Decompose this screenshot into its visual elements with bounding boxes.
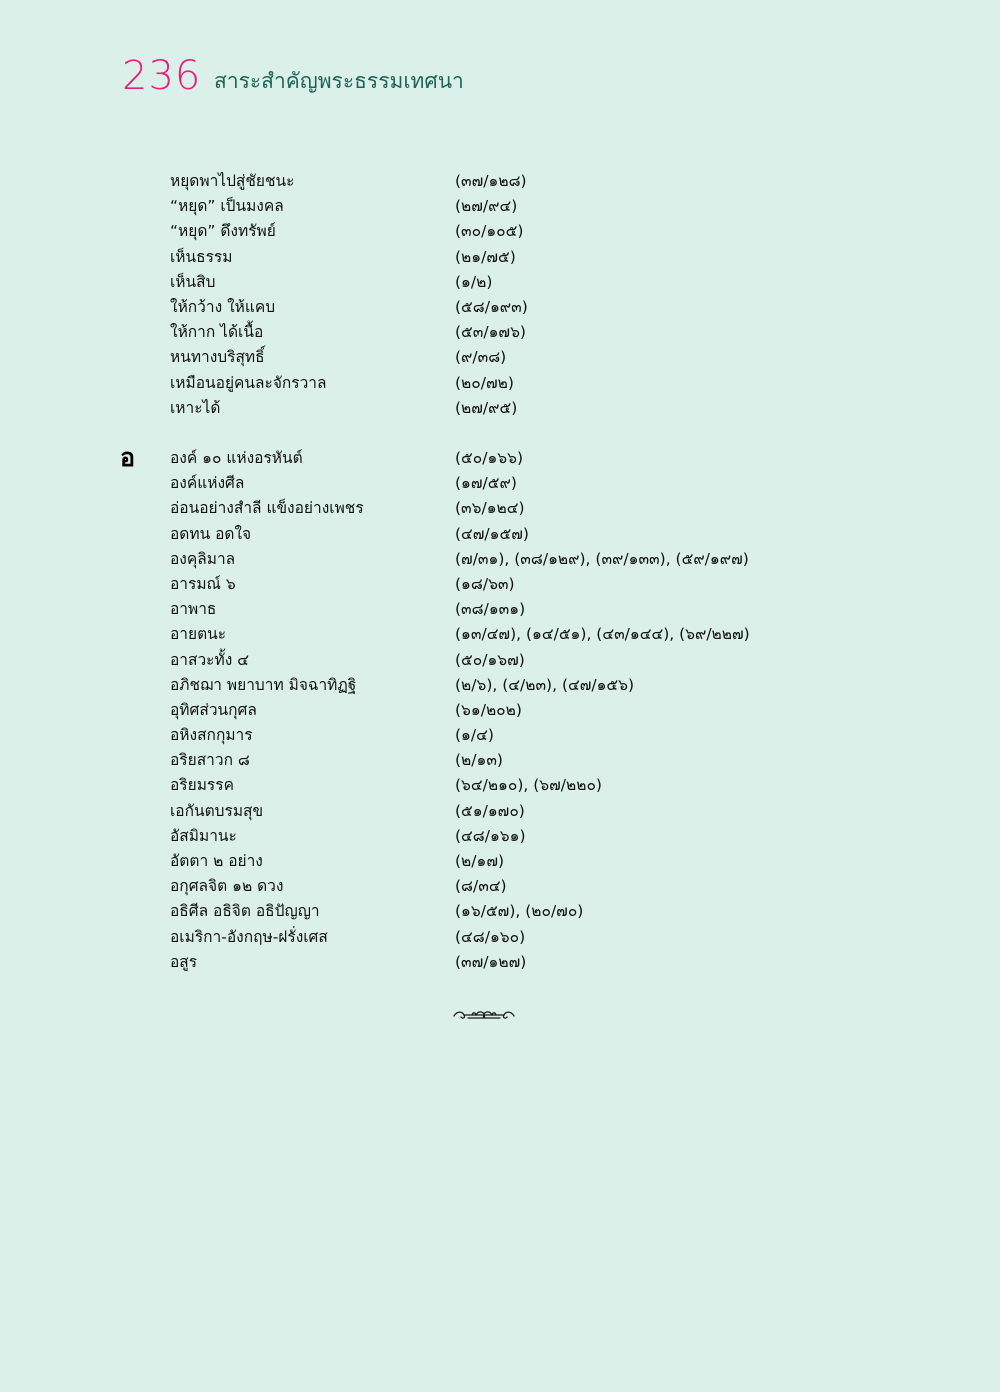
index-entry (0, 698, 1000, 723)
index-reference: (๙/๓๘) (455, 348, 507, 367)
index-term: อธิศีล อธิจิต อธิปัญญา (170, 902, 320, 921)
index-entry (0, 522, 1000, 547)
page-number: 236 (122, 53, 202, 99)
index-reference: (๔๘/๑๖๑) (455, 826, 526, 845)
section-letter-heading: อ (120, 443, 136, 472)
index-entry (0, 396, 1000, 421)
index-reference: (๘/๓๔) (455, 877, 507, 896)
index-entry (0, 950, 1000, 975)
index-entry (0, 799, 1000, 824)
index-term: เห็นธรรม (170, 247, 233, 266)
index-reference: (๓๗/๑๒๗) (455, 952, 527, 971)
index-term: เห็นสิบ (170, 272, 216, 291)
index-reference: (๒๑/๗๕) (455, 247, 516, 266)
index-entry (0, 622, 1000, 647)
index-entry (0, 572, 1000, 597)
decorative-flourish-icon (452, 1006, 516, 1024)
index-reference: (๑๘/๖๓) (455, 574, 515, 593)
index-reference: (๖๔/๒๑๐), (๖๗/๒๒๐) (455, 776, 602, 795)
index-reference: (๕๐/๑๖๗) (455, 650, 525, 669)
index-term: อาพาธ (170, 600, 217, 619)
index-term: ให้กาก ได้เนื้อ (170, 323, 264, 342)
index-entry (0, 371, 1000, 396)
book-title: สาระสำคัญพระธรรมเทศนา (214, 69, 464, 93)
index-entry (0, 471, 1000, 496)
index-section-o (0, 443, 1000, 975)
index-reference: (๕๓/๑๗๖) (455, 323, 526, 342)
index-reference: (๗/๓๑), (๓๘/๑๒๙), (๓๙/๑๓๓), (๕๙/๑๙๗) (455, 549, 749, 568)
index-reference: (๒/๑๗) (455, 852, 505, 870)
index-term: องค์แห่งศีล (170, 474, 245, 493)
index-term: อัตตา ๒ อย่าง (170, 852, 263, 870)
index-entry (0, 496, 1000, 521)
index-reference: (๕๐/๑๖๖) (455, 449, 524, 467)
index-reference: (๑๗/๕๙) (455, 474, 517, 493)
index-entry (0, 773, 1000, 798)
index-entry (0, 925, 1000, 950)
index-term: อ่อนอย่างสำลี แข็งอย่างเพชร (170, 499, 364, 518)
index-entry (0, 899, 1000, 924)
index-entry (0, 446, 1000, 471)
index-reference: (๓๐/๑๐๕) (455, 222, 524, 241)
index-term: อารมณ์ ๖ (170, 574, 236, 593)
index-entry (0, 824, 1000, 849)
index-reference: (๓๘/๑๓๑) (455, 600, 526, 619)
index-entry (0, 673, 1000, 698)
index-entry (0, 270, 1000, 295)
index-term: “หยุด” ดึงทรัพย์ (170, 222, 276, 241)
index-entry (0, 194, 1000, 219)
index-entry (0, 547, 1000, 572)
index-term: องค์ ๑๐ แห่งอรหันต์ (170, 449, 303, 467)
index-reference: (๒๗/๙๕) (455, 398, 518, 417)
index-term: อภิชฌา พยาบาท มิจฉาทิฏฐิ (170, 675, 357, 694)
index-term: อายตนะ (170, 625, 227, 644)
index-reference: (๒/๖), (๔/๒๓), (๔๗/๑๕๖) (455, 675, 635, 694)
index-term: เหาะได้ (170, 398, 221, 417)
index-term: อุทิศส่วนกุศล (170, 700, 257, 719)
index-entry (0, 219, 1000, 244)
index-reference: (๑๓/๔๗), (๑๔/๕๑), (๔๓/๑๔๔), (๖๙/๒๒๗) (455, 625, 750, 644)
index-entry (0, 597, 1000, 622)
index-entry (0, 320, 1000, 345)
index-reference: (๑/๒) (455, 272, 493, 291)
index-term: อกุศลจิต ๑๒ ดวง (170, 877, 284, 896)
index-term: หยุดพาไปสู่ชัยชนะ (170, 172, 295, 190)
index-reference: (๒๗/๙๔) (455, 197, 518, 216)
index-term: อหิงสกกุมาร (170, 726, 253, 745)
index-term: ให้กว้าง ให้แคบ (170, 297, 276, 316)
index-term: อเมริกา-อังกฤษ-ฝรั่งเศส (170, 927, 328, 946)
index-reference: (๒/๑๓) (455, 751, 503, 770)
index-entry (0, 648, 1000, 673)
index-term: อริยสาวก ๘ (170, 751, 250, 770)
index-entry (0, 849, 1000, 874)
index-entry (0, 345, 1000, 370)
index-reference: (๕๘/๑๙๓) (455, 297, 528, 316)
index-term: เอกันตบรมสุข (170, 801, 264, 820)
index-term: อดทน อดใจ (170, 524, 252, 543)
index-term: เหมือนอยู่คนละจักรวาล (170, 373, 327, 392)
index-reference: (๒๐/๗๒) (455, 373, 514, 392)
index-reference: (๖๑/๒๐๒) (455, 700, 522, 719)
index-term: องคุลิมาล (170, 549, 236, 568)
index-term: อาสวะทั้ง ๔ (170, 650, 249, 669)
index-entry (0, 245, 1000, 270)
index-term: อริยมรรค (170, 776, 234, 795)
index-reference: (๕๑/๑๗๐) (455, 801, 525, 820)
index-entry (0, 295, 1000, 320)
index-reference: (๔๘/๑๖๐) (455, 927, 526, 946)
index-reference: (๓๗/๑๒๘) (455, 172, 527, 190)
index-entry (0, 874, 1000, 899)
index-entry (0, 169, 1000, 194)
index-reference: (๓๖/๑๒๔) (455, 499, 525, 518)
index-section-h (0, 169, 1000, 421)
index-entry (0, 748, 1000, 773)
index-reference: (๔๗/๑๕๗) (455, 524, 529, 543)
index-reference: (๑/๔) (455, 726, 494, 745)
index-term: อัสมิมานะ (170, 826, 237, 845)
index-reference: (๑๖/๕๗), (๒๐/๗๐) (455, 902, 584, 921)
index-entry (0, 723, 1000, 748)
index-term: อสูร (170, 952, 198, 971)
index-term: หนทางบริสุทธิ์ (170, 348, 265, 367)
index-term: “หยุด” เป็นมงคล (170, 197, 284, 216)
